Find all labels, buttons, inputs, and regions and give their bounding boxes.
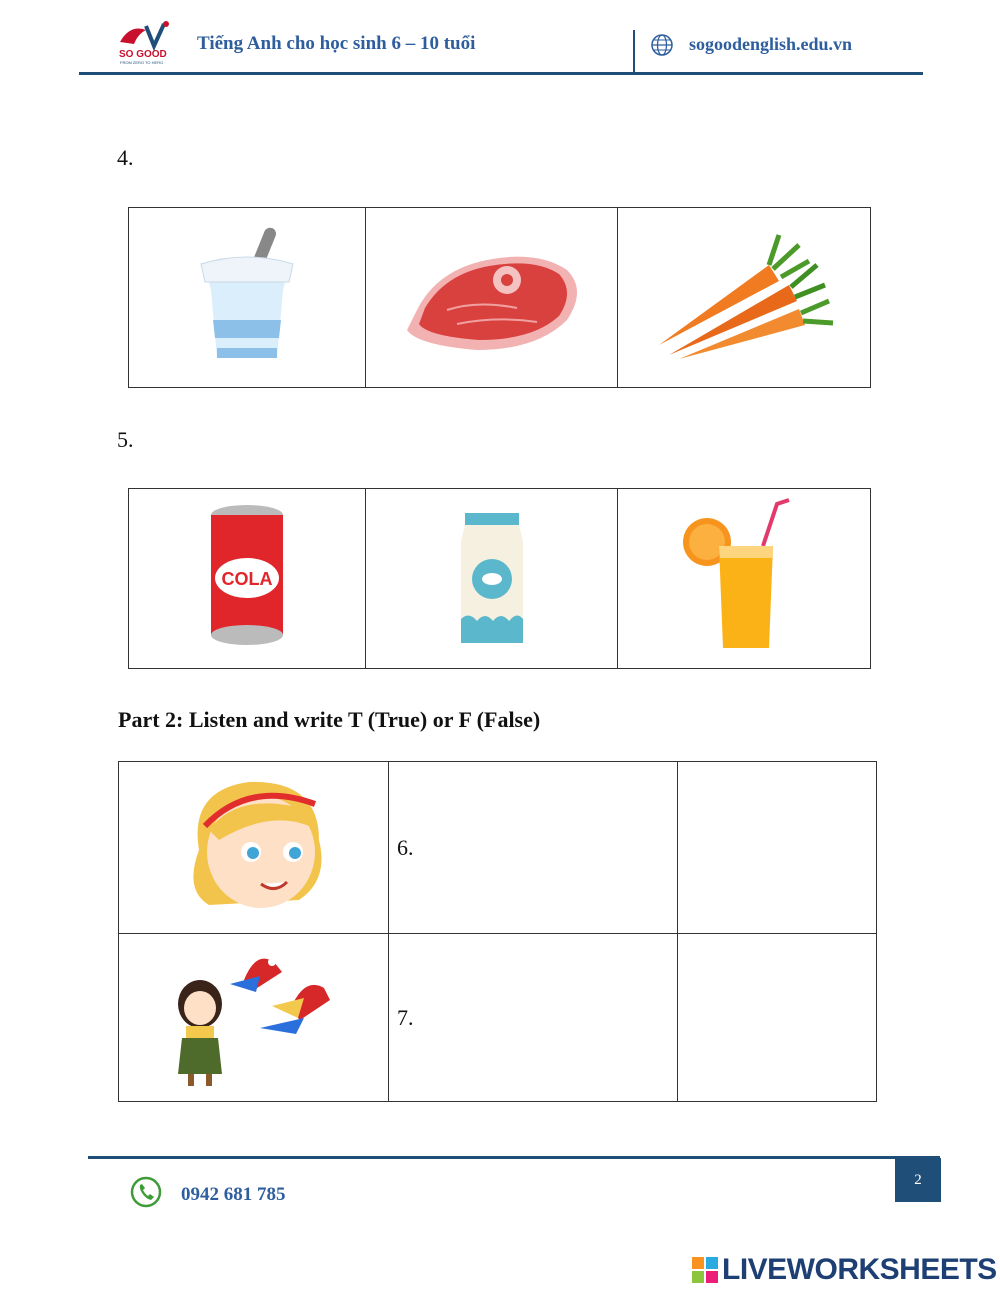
option-yogurt[interactable] [129,208,366,388]
row-7-statement-cell [389,934,678,1102]
sogood-logo [116,20,178,66]
svg-text:SO GOOD: SO GOOD [119,49,167,60]
row-6-statement-cell [389,762,678,934]
row-6-answer-cell[interactable] [678,762,877,934]
girl-with-parrots-icon [164,940,344,1090]
liveworksheets-brand: LIVEWORKSHEETS [722,1253,997,1286]
header-website: sogoodenglish.edu.vn [689,34,853,54]
option-orange-juice[interactable] [618,489,871,669]
svg-text:FROM ZERO TO HERO: FROM ZERO TO HERO [120,60,164,65]
option-steak[interactable] [366,208,618,388]
svg-text:COLA: COLA [221,569,273,589]
blonde-girl-face-icon [169,770,339,920]
footer-phone: 0942 681 785 [181,1184,286,1205]
page-number: 2 [895,1158,941,1202]
header-title: Tiếng Anh cho học sinh 6 – 10 tuổi [197,33,476,54]
row-7-answer-cell[interactable] [678,934,877,1102]
row-7-picture-cell [119,934,389,1102]
question-5-number: 5. [117,427,134,452]
cola-can-icon [202,501,292,651]
row-7-number: 7. [397,1004,414,1030]
row-7-answer-field[interactable] [678,1004,880,1032]
milk-carton-icon [457,501,527,651]
footer-rule [88,1156,940,1159]
part-2-heading: Part 2: Listen and write T (True) or F (False) [118,707,541,732]
orange-juice-icon [679,496,809,656]
true-false-table [118,761,877,1102]
row-6-picture-cell [119,762,389,934]
option-cola[interactable] [129,489,366,669]
globe-icon [650,33,674,57]
row-6-number: 6. [397,834,414,860]
phone-icon [130,1176,162,1208]
liveworksheets-blocks-icon [692,1257,718,1283]
question-4-number: 4. [117,145,134,170]
option-milk[interactable] [366,489,618,669]
liveworksheets-logo [692,1253,997,1287]
steak-icon [397,230,587,360]
question-4-picture-table [128,207,871,388]
carrots-icon [649,225,839,365]
question-5-picture-table [128,488,871,669]
row-6-answer-field[interactable] [678,834,880,862]
option-carrots[interactable] [618,208,871,388]
header-divider [633,30,635,74]
header-rule [79,72,923,75]
yogurt-cup-icon [187,220,307,370]
